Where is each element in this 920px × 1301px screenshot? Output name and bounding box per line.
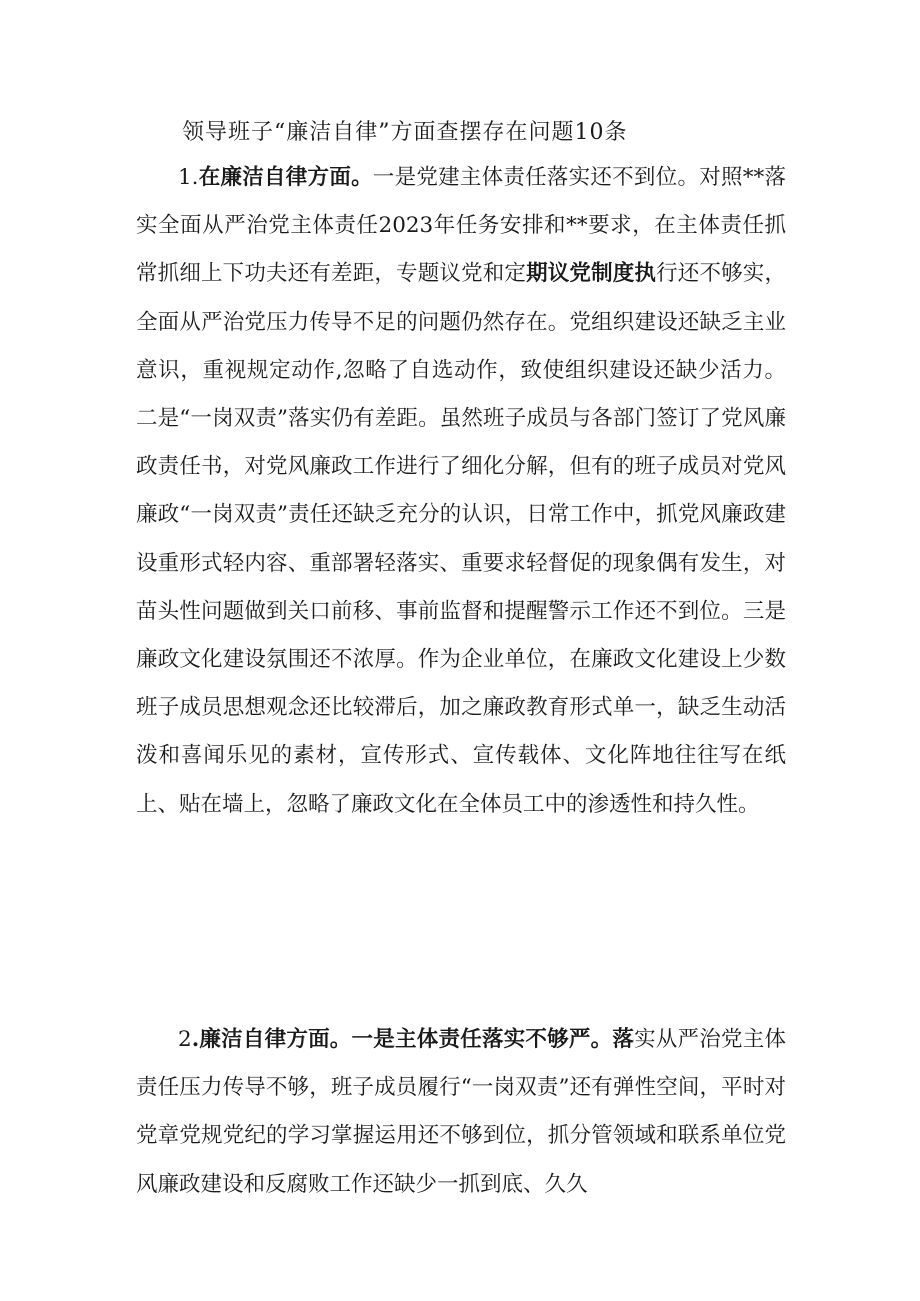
paragraph-1-number: 1.	[178, 165, 199, 190]
paragraph-1-body-part2: 行还不够实，全面从严治党压力传导不足的问题仍然存在。党组织建设还缺乏主业意识，重视规定动作,忽略了自选动作，致使组织建设还缺少活力。二是“一岗双责”落实仍有差距。虽然班子成员与各部门签订了党风廉政责任书，对党风廉政工作进行了细化分解，但有的班子成员对党风廉政“一岗双责”责任还缺乏充分的认识，日常工作中，抓党风廉政建设重形式轻内容、重部署轻落实、重要求轻督促的现象偶有发生，对苗头性问题做到关口前移、事前监督和提醒警示工作还不到位。三是廉政文化建设氛围还不浓厚。作为企业单位，在廉政文化建设上少数班子成员思想观念还比较滞后，加之廉政教育形式单一，缺乏生动活泼和喜闻乐见的素材，宣传形式、宣传载体、文化阵地往往写在纸上、贴在墙上，忽略了廉政文化在全体员工中的渗透性和持久性。	[136, 261, 786, 817]
paragraph-1	[136, 154, 786, 829]
paragraph-2-number: 2	[178, 1027, 192, 1052]
paragraph-1-heading: 在廉洁自律方面。	[198, 165, 373, 190]
document-title: 领导班子“廉洁自律”方面查摆存在问题10条	[182, 120, 628, 145]
paragraph-1-body-part1: 一是党建主体责任落实还不到位。对照**落实全面从严治党主体责任2023年任务安排和**要求，在主体责任抓常抓细上下功夫还有差距，专题议党和定	[136, 165, 786, 287]
paragraph-2-body: 实从严治党主体责任压力传导不够，班子成员履行“一岗双责”还有弹性空间，平时对党章党规党纪的学习掌握运用还不够到位，抓分管领域和联系单位党风廉政建设和反腐败工作还缺少一抓到底、久久	[136, 1027, 786, 1197]
paragraph-1-body-emphasis: 期议党制度执	[526, 261, 657, 287]
paragraph-2-heading: .廉洁自律方面。一是主体责任落实不够严。落	[191, 1027, 635, 1052]
paragraph-2	[136, 1016, 786, 1209]
